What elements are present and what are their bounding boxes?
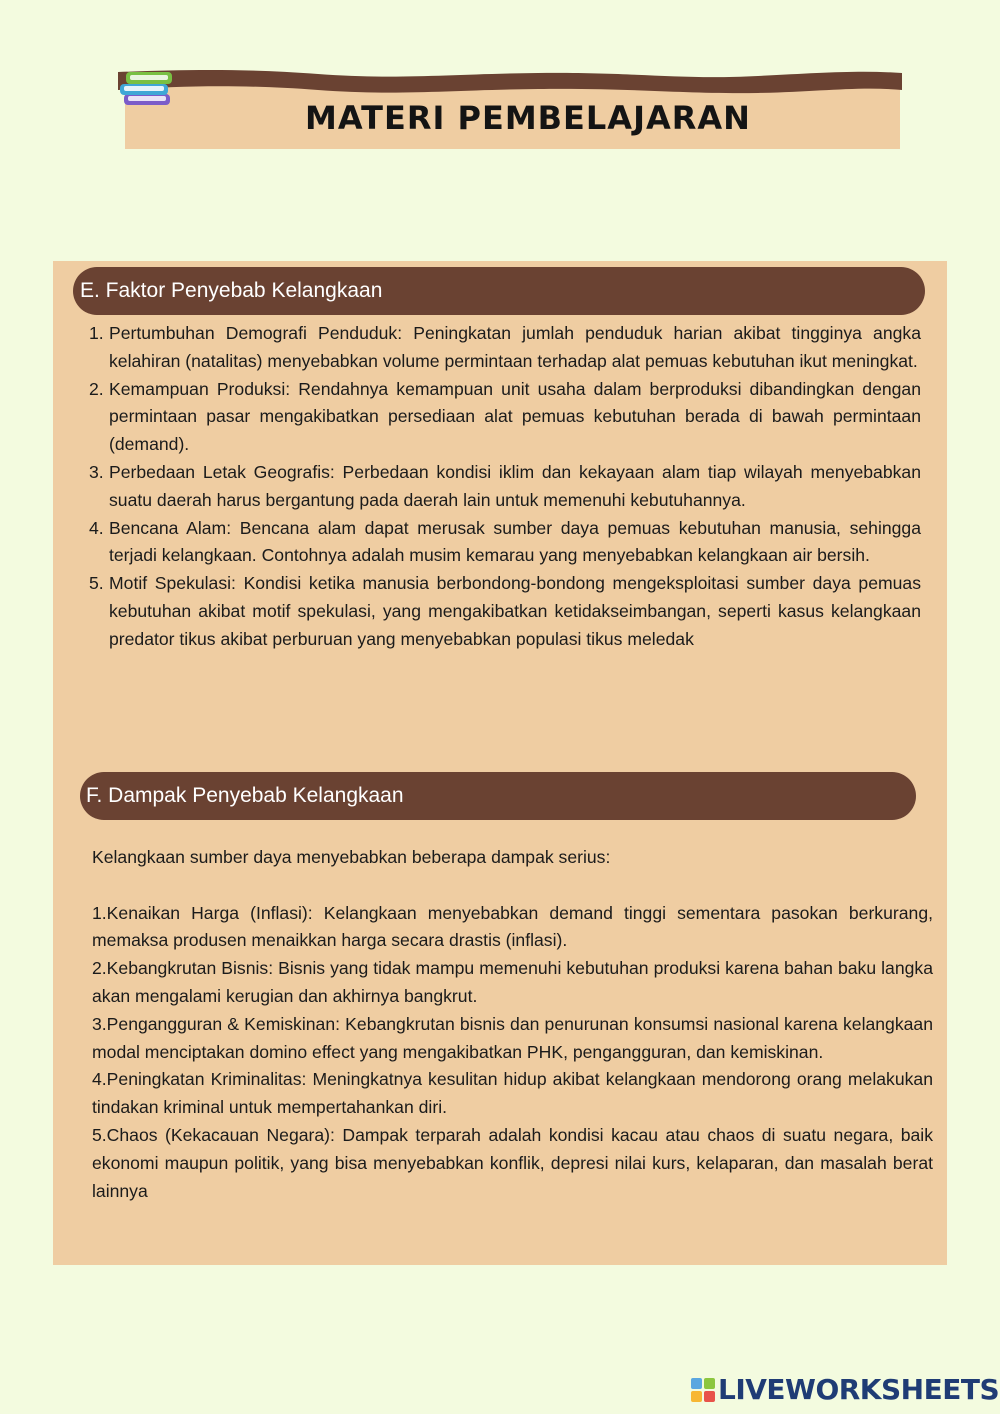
section-f-title: F. Dampak Penyebab Kelangkaan — [86, 784, 404, 807]
list-item — [89, 515, 921, 571]
list-text: Perbedaan Letak Geografis: Perbedaan kondisi iklim dan kekayaan alam tiap wilayah menyebabkan suatu daerah harus bergantung pada daerah lain untuk memenuhi kebutuhannya. — [109, 461, 921, 510]
impact-item: 1.Kenaikan Harga (Inflasi): Kelangkaan menyebabkan demand tinggi sementara pasokan berkurang, memaksa produsen menaikkan harga secara drastis (inflasi). — [92, 902, 933, 951]
impacts-intro: Kelangkaan sumber daya menyebabkan beberapa dampak serius: — [92, 847, 611, 867]
list-number: 1. — [89, 323, 104, 343]
list-item — [89, 459, 921, 515]
liveworksheets-logo-text: LIVEWORKSHEETS — [718, 1373, 1000, 1406]
banner-title: MATERI PEMBELAJARAN — [305, 99, 751, 137]
list-text: Pertumbuhan Demografi Penduduk: Peningkatan jumlah penduduk harian akibat tingginya angka kelahiran (natalitas) menyebabkan volume permintaan terhadap alat pemuas kebutuhan ikut meningkat. — [109, 323, 921, 371]
section-f-header — [80, 772, 916, 820]
impact-item: 4.Peningkatan Kriminalitas: Meningkatnya kesulitan hidup akibat kelangkaan mendorong orang melakukan tindakan kriminal untuk mempertahankan diri. — [92, 1069, 933, 1118]
title-banner — [118, 68, 902, 150]
impact-item: 2.Kebangkrutan Bisnis: Bisnis yang tidak mampu memenuhi kebutuhan produksi karena bahan baku langka akan mengalami kerugian dan akhirnya bangkrut. — [92, 958, 933, 1006]
impact-item: 3.Pengangguran & Kemiskinan: Kebangkrutan bisnis dan penurunan konsumsi nasional karena kelangkaan modal menciptakan domino effect yang mengakibatkan PHK, pengangguran, dan kemiskinan. — [92, 1013, 933, 1062]
list-number: 3. — [89, 461, 104, 482]
list-item — [89, 376, 921, 459]
list-text: Kemampuan Produksi: Rendahnya kemampuan unit usaha dalam berproduksi dibandingkan dengan permintaan pasar mengakibatkan persediaan alat pemuas kebutuhan berada di bawah permintaan (demand). — [109, 378, 921, 455]
list-item — [89, 320, 921, 376]
liveworksheets-logo-icon — [691, 1378, 715, 1402]
list-number: 5. — [89, 573, 104, 594]
section-e-header — [73, 267, 925, 315]
scarcity-impacts — [92, 844, 933, 1205]
scarcity-causes-list — [89, 320, 921, 654]
impact-item: 5.Chaos (Kekacauan Negara): Dampak terparah adalah kondisi kacau atau chaos di suatu negara, baik ekonomi maupun politik, yang bisa menyebabkan konflik, depresi nilai kurs, kelaparan, dan masalah berat lainnya — [92, 1124, 933, 1201]
section-e-title: E. Faktor Penyebab Kelangkaan — [80, 279, 383, 302]
list-text: Motif Spekulasi: Kondisi ketika manusia berbondong-bondong mengeksploitasi sumber daya pemuas kebutuhan akibat motif spekulasi, yang mengakibatkan ketidakseimbangan, seperti kasus kelangkaan predator tikus akibat perburuan yang menyebabkan populasi tikus meledak — [109, 573, 921, 649]
list-number: 2. — [89, 378, 104, 399]
list-number: 4. — [89, 517, 104, 538]
books-icon — [118, 68, 178, 110]
content-panel — [53, 261, 947, 1265]
list-text: Bencana Alam: Bencana alam dapat merusak sumber daya pemuas kebutuhan manusia, sehingga terjadi kelangkaan. Contohnya adalah musim kemarau yang menyebabkan kelangkaan air bersih. — [109, 517, 921, 566]
list-item — [89, 570, 921, 653]
